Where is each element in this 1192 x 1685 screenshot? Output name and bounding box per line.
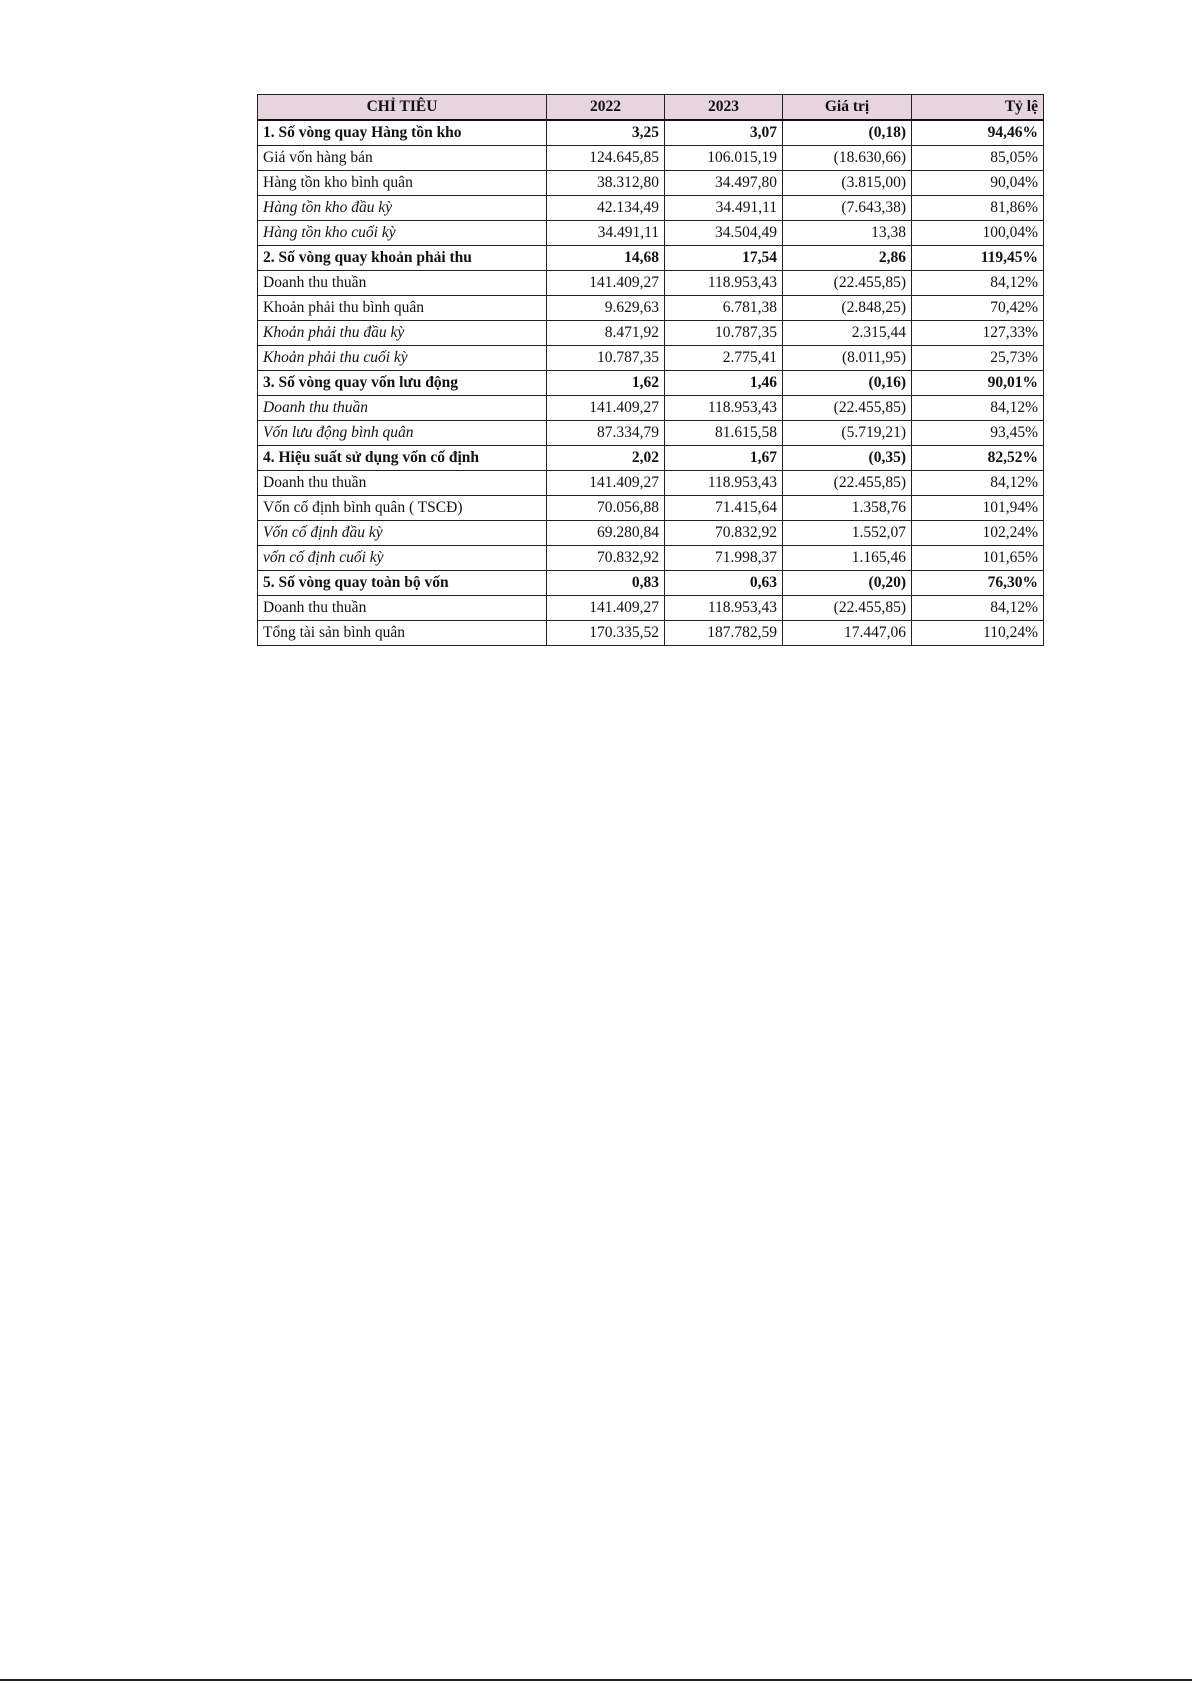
cell-2022: 141.409,27: [547, 396, 665, 421]
cell-ratio: 82,52%: [912, 446, 1044, 471]
cell-2023: 34.504,49: [665, 221, 783, 246]
cell-2022: 141.409,27: [547, 471, 665, 496]
cell-2023: 2.775,41: [665, 346, 783, 371]
table-row: [258, 296, 1044, 321]
table-row: [258, 321, 1044, 346]
cell-2023: 0,63: [665, 571, 783, 596]
cell-value: (0,18): [783, 120, 912, 146]
cell-2023: 70.832,92: [665, 521, 783, 546]
cell-value: 1.165,46: [783, 546, 912, 571]
cell-2022: 8.471,92: [547, 321, 665, 346]
cell-value: (22.455,85): [783, 596, 912, 621]
cell-value: (0,16): [783, 371, 912, 396]
cell-2023: 1,67: [665, 446, 783, 471]
cell-2023: 3,07: [665, 120, 783, 146]
cell-indicator: Vốn cố định bình quân ( TSCĐ): [258, 496, 547, 521]
table-row-section: [258, 571, 1044, 596]
cell-value: 17.447,06: [783, 621, 912, 646]
table-header: [258, 95, 1044, 121]
cell-2022: 42.134,49: [547, 196, 665, 221]
cell-ratio: 102,24%: [912, 521, 1044, 546]
cell-ratio: 100,04%: [912, 221, 1044, 246]
cell-ratio: 94,46%: [912, 120, 1044, 146]
cell-value: 1.358,76: [783, 496, 912, 521]
cell-value: (8.011,95): [783, 346, 912, 371]
cell-2022: 141.409,27: [547, 596, 665, 621]
table-row: [258, 196, 1044, 221]
cell-2023: 118.953,43: [665, 471, 783, 496]
cell-value: 13,38: [783, 221, 912, 246]
table-row-section: [258, 246, 1044, 271]
cell-2023: 1,46: [665, 371, 783, 396]
cell-value: (0,35): [783, 446, 912, 471]
cell-indicator: Vốn lưu động bình quân: [258, 421, 547, 446]
cell-indicator: Tổng tài sản bình quân: [258, 621, 547, 646]
cell-2022: 1,62: [547, 371, 665, 396]
table-row: [258, 521, 1044, 546]
cell-ratio: 90,01%: [912, 371, 1044, 396]
table-row: [258, 221, 1044, 246]
header-year-2022: 2022: [547, 95, 665, 121]
cell-indicator: Khoản phải thu bình quân: [258, 296, 547, 321]
cell-2022: 70.832,92: [547, 546, 665, 571]
table-row: [258, 596, 1044, 621]
cell-2023: 6.781,38: [665, 296, 783, 321]
cell-value: 2.315,44: [783, 321, 912, 346]
cell-indicator: Doanh thu thuần: [258, 396, 547, 421]
cell-ratio: 90,04%: [912, 171, 1044, 196]
table-row-section: [258, 446, 1044, 471]
table-row: [258, 546, 1044, 571]
cell-2023: 187.782,59: [665, 621, 783, 646]
cell-indicator: 1. Số vòng quay Hàng tồn kho: [258, 120, 547, 146]
cell-2023: 118.953,43: [665, 271, 783, 296]
cell-2022: 9.629,63: [547, 296, 665, 321]
cell-ratio: 76,30%: [912, 571, 1044, 596]
header-row: [258, 95, 1044, 121]
cell-2022: 2,02: [547, 446, 665, 471]
cell-value: (18.630,66): [783, 146, 912, 171]
table-row-section: [258, 371, 1044, 396]
cell-value: (22.455,85): [783, 271, 912, 296]
table-row-section: [258, 120, 1044, 146]
table-row: [258, 171, 1044, 196]
cell-2022: 170.335,52: [547, 621, 665, 646]
cell-2022: 14,68: [547, 246, 665, 271]
cell-value: (3.815,00): [783, 171, 912, 196]
cell-value: (22.455,85): [783, 396, 912, 421]
cell-indicator: Khoản phải thu đầu kỳ: [258, 321, 547, 346]
cell-2023: 17,54: [665, 246, 783, 271]
table-row: [258, 471, 1044, 496]
cell-indicator: Doanh thu thuần: [258, 471, 547, 496]
cell-ratio: 101,65%: [912, 546, 1044, 571]
header-indicator: CHỈ TIÊU: [258, 95, 547, 121]
cell-2023: 34.491,11: [665, 196, 783, 221]
cell-2023: 71.998,37: [665, 546, 783, 571]
cell-2022: 34.491,11: [547, 221, 665, 246]
table-row: [258, 396, 1044, 421]
financial-ratio-table: [257, 94, 1044, 646]
cell-2023: 34.497,80: [665, 171, 783, 196]
cell-2022: 69.280,84: [547, 521, 665, 546]
cell-indicator: 5. Số vòng quay toàn bộ vốn: [258, 571, 547, 596]
table-row: [258, 146, 1044, 171]
table-body: [258, 120, 1044, 646]
cell-2023: 118.953,43: [665, 396, 783, 421]
cell-indicator: Khoản phải thu cuối kỳ: [258, 346, 547, 371]
cell-value: 2,86: [783, 246, 912, 271]
cell-2022: 10.787,35: [547, 346, 665, 371]
cell-ratio: 25,73%: [912, 346, 1044, 371]
cell-indicator: Doanh thu thuần: [258, 271, 547, 296]
cell-ratio: 70,42%: [912, 296, 1044, 321]
cell-2023: 10.787,35: [665, 321, 783, 346]
cell-2023: 71.415,64: [665, 496, 783, 521]
header-value: Giá trị: [783, 95, 912, 121]
page-footer-rule: [0, 1679, 1192, 1681]
cell-2023: 106.015,19: [665, 146, 783, 171]
table-row: [258, 421, 1044, 446]
cell-2023: 118.953,43: [665, 596, 783, 621]
cell-value: (2.848,25): [783, 296, 912, 321]
cell-2023: 81.615,58: [665, 421, 783, 446]
cell-value: (5.719,21): [783, 421, 912, 446]
cell-ratio: 119,45%: [912, 246, 1044, 271]
cell-indicator: vốn cố định cuối kỳ: [258, 546, 547, 571]
cell-indicator: 3. Số vòng quay vốn lưu động: [258, 371, 547, 396]
header-year-2023: 2023: [665, 95, 783, 121]
cell-ratio: 84,12%: [912, 471, 1044, 496]
cell-ratio: 101,94%: [912, 496, 1044, 521]
cell-2022: 3,25: [547, 120, 665, 146]
cell-ratio: 110,24%: [912, 621, 1044, 646]
cell-value: (0,20): [783, 571, 912, 596]
cell-indicator: Doanh thu thuần: [258, 596, 547, 621]
cell-2022: 141.409,27: [547, 271, 665, 296]
cell-ratio: 84,12%: [912, 271, 1044, 296]
cell-2022: 124.645,85: [547, 146, 665, 171]
cell-ratio: 81,86%: [912, 196, 1044, 221]
cell-ratio: 84,12%: [912, 596, 1044, 621]
cell-indicator: Vốn cố định đầu kỳ: [258, 521, 547, 546]
table-row: [258, 346, 1044, 371]
cell-indicator: 2. Số vòng quay khoản phải thu: [258, 246, 547, 271]
cell-value: (22.455,85): [783, 471, 912, 496]
cell-2022: 38.312,80: [547, 171, 665, 196]
cell-indicator: 4. Hiệu suất sử dụng vốn cố định: [258, 446, 547, 471]
table-row: [258, 496, 1044, 521]
cell-ratio: 127,33%: [912, 321, 1044, 346]
cell-indicator: Hàng tồn kho đầu kỳ: [258, 196, 547, 221]
cell-value: 1.552,07: [783, 521, 912, 546]
cell-2022: 0,83: [547, 571, 665, 596]
cell-ratio: 85,05%: [912, 146, 1044, 171]
table-row: [258, 271, 1044, 296]
cell-indicator: Giá vốn hàng bán: [258, 146, 547, 171]
cell-ratio: 93,45%: [912, 421, 1044, 446]
cell-2022: 87.334,79: [547, 421, 665, 446]
cell-2022: 70.056,88: [547, 496, 665, 521]
header-ratio: Tỷ lệ: [912, 95, 1044, 121]
cell-value: (7.643,38): [783, 196, 912, 221]
cell-indicator: Hàng tồn kho cuối kỳ: [258, 221, 547, 246]
cell-ratio: 84,12%: [912, 396, 1044, 421]
cell-indicator: Hàng tồn kho bình quân: [258, 171, 547, 196]
table-row: [258, 621, 1044, 646]
